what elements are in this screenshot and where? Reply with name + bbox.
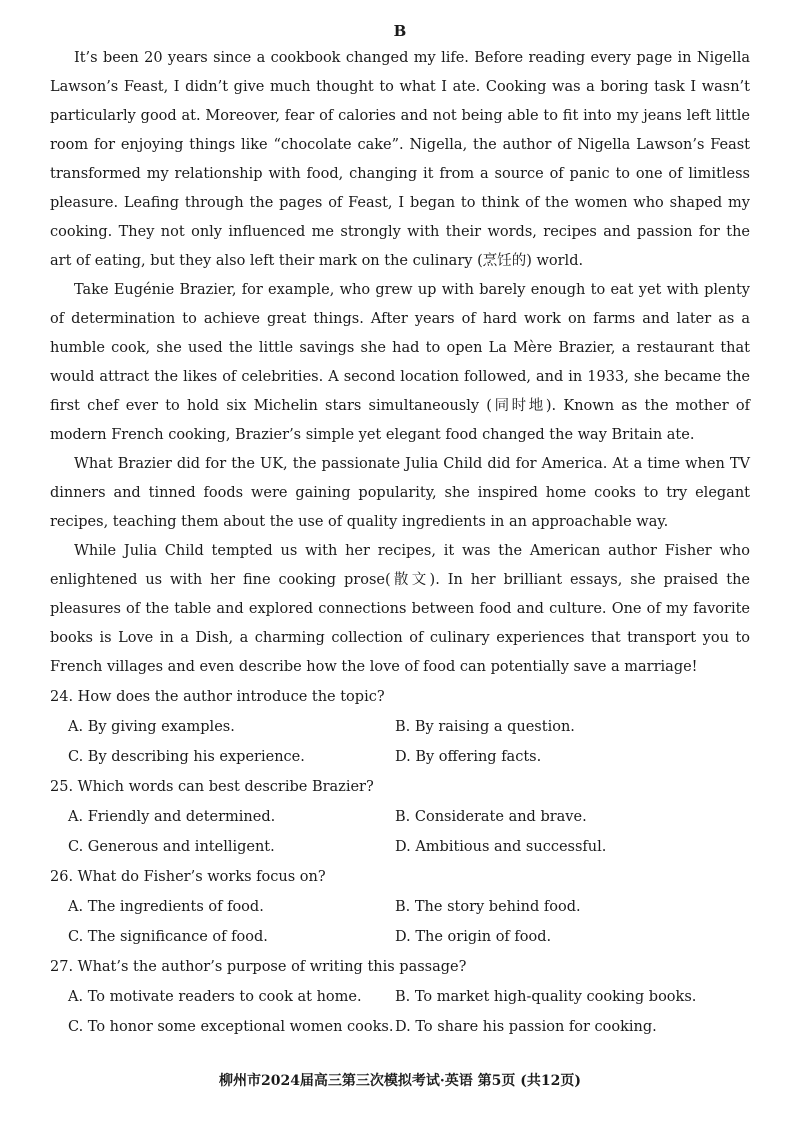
option-d: D. To share his passion for cooking. xyxy=(395,1019,657,1035)
option-b: B. Considerate and brave. xyxy=(395,809,587,825)
option-c: C. To honor some exceptional women cooks. xyxy=(68,1019,394,1035)
passage xyxy=(50,44,750,682)
section-title: B xyxy=(393,22,407,40)
question-24 xyxy=(50,682,750,772)
option-b: B. To market high-quality cooking books. xyxy=(395,989,697,1005)
option-a: A. By giving examples. xyxy=(68,719,235,735)
page-footer: 柳州市2024届高三第三次模拟考试·英语 第5页 (共12页) xyxy=(218,1073,582,1089)
passage-paragraph-4: While Julia Child tempted us with her recipes, it was the American author Fisher who enlightened us with her fine cooking prose(散文). In her brilliant essays, she praised the pleasures of the table and explored connections between food and culture. One of my favorite books is Love in a Dish, a charming collection of culinary experiences that transport you to French villages and even describe how the love of food can potentially save a marriage! xyxy=(50,543,750,675)
question-stem: 27. What’s the author’s purpose of writing this passage? xyxy=(50,959,467,975)
option-b: B. By raising a question. xyxy=(395,719,575,735)
passage-paragraph-2: Take Eugénie Brazier, for example, who grew up with barely enough to eat yet with plenty of determination to achieve great things. After years of hard work on farms and later as a humble cook, she used the little savings she had to open La Mère Brazier, a restaurant that would attract the likes of celebrities. A second location followed, and in 1933, she became the first chef ever to hold six Michelin stars simultaneously (同时地). Known as the mother of modern French cooking, Brazier’s simple yet elegant food changed the way Britain ate. xyxy=(50,282,750,443)
passage-paragraph-3: What Brazier did for the UK, the passionate Julia Child did for America. At a time when TV dinners and tinned foods were gaining popularity, she inspired home cooks to try elegant recipes, teaching them about the use of quality ingredients in an approachable way. xyxy=(50,456,750,530)
question-25 xyxy=(50,772,750,862)
question-stem: 24. How does the author introduce the topic? xyxy=(50,689,385,705)
option-d: D. Ambitious and successful. xyxy=(395,839,607,855)
passage-paragraph-1: It’s been 20 years since a cookbook changed my life. Before reading every page in Nigella Lawson’s Feast, I didn’t give much thought to what I ate. Cooking was a boring task I wasn’t particularly good at. Moreover, fear of calories and not being able to fit into my jeans left little room for enjoying things like “chocolate cake”. Nigella, the author of Nigella Lawson’s Feast transformed my relationship with food, changing it from a source of panic to one of limitless pleasure. Leafing through the pages of Feast, I began to think of the women who shaped my cooking. They not only influenced me strongly with their words, recipes and passion for the art of eating, but they also left their mark on the culinary (烹饪的) world. xyxy=(50,50,750,269)
option-d: D. By offering facts. xyxy=(395,749,542,765)
option-c: C. Generous and intelligent. xyxy=(68,839,275,855)
option-d: D. The origin of food. xyxy=(395,929,552,945)
option-c: C. The significance of food. xyxy=(68,929,268,945)
option-a: A. Friendly and determined. xyxy=(68,809,276,825)
question-27 xyxy=(50,952,750,1042)
question-26 xyxy=(50,862,750,952)
question-stem: 25. Which words can best describe Brazier? xyxy=(50,779,374,795)
option-a: A. To motivate readers to cook at home. xyxy=(68,989,362,1005)
option-a: A. The ingredients of food. xyxy=(68,899,264,915)
question-stem: 26. What do Fisher’s works focus on? xyxy=(50,869,326,885)
option-c: C. By describing his experience. xyxy=(68,749,305,765)
option-b: B. The story behind food. xyxy=(395,899,581,915)
